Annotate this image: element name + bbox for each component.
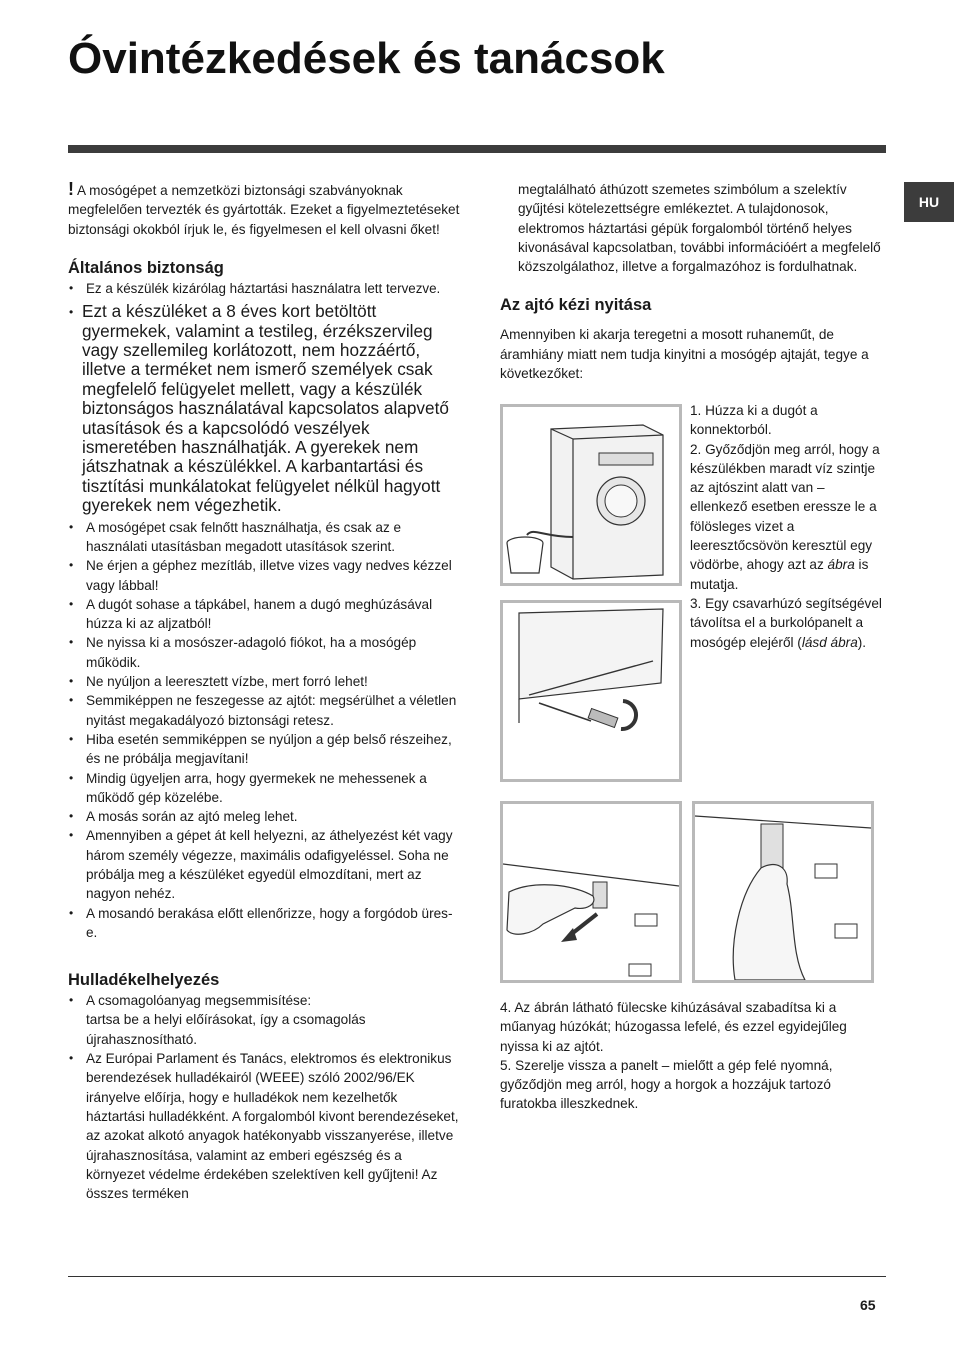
list-item: • A mosandó berakása előtt ellenőrizze, hogy a forgódob üres-e.	[68, 904, 460, 943]
footer-divider	[68, 1276, 886, 1277]
list-item: • Amennyiben a gépet át kell helyezni, az áthelyezést két vagy három személy végezze, maximális odafigyeléssel. Soha ne próbálja meg a készüléket egyedül elmozdítani, mert az nagyon nehéz.	[68, 826, 460, 903]
step-3: 3. Egy csavarhúzó segítségével távolítsa el a burkolópanelt a mosógép elejéről (lásd ábra).	[690, 595, 882, 650]
general-safety-heading: Általános biztonság	[68, 258, 224, 277]
disposal-list	[68, 991, 460, 1203]
figure-pull-tab	[500, 801, 682, 983]
step-2: 2. Győződjön meg arról, hogy a készülékben maradt víz szintje az ajtószint alatt van – ellenkező esetben eressze le a fölösleges vizet a leeresztőcsövön keresztül egy vödörbe, ahogy azt az ábra is mutatja.	[690, 441, 880, 592]
disposal-heading: Hulladékelhelyezés	[68, 971, 220, 990]
list-item: • Ne nyúljon a leeresztett vízbe, mert forró lehet!	[68, 672, 460, 691]
list-item: • Ez a készülék kizárólag háztartási használatra lett tervezve.	[68, 279, 460, 298]
list-item: • Ne nyissa ki a mosószer-adagoló fiókot, ha a mosógép működik.	[68, 633, 460, 672]
warning-mark: !	[68, 179, 74, 199]
list-item: • A mosógépet csak felnőtt használhatja, és csak az e használati utasításban megadott utasítások szerint.	[68, 518, 460, 557]
list-item: • Mindig ügyeljen arra, hogy gyermekek ne mehessenek a működő gép közelébe.	[68, 769, 460, 808]
title-divider	[68, 145, 886, 153]
list-item: • A mosás során az ajtó meleg lehet.	[68, 807, 460, 826]
list-item: • Az Európai Parlament és Tanács, elektromos és elektronikus berendezések hulladékairól (WEEE) szóló 2002/96/EK irányelve előírja, hogy e hulladékok nem kezelhetők háztartási hulladékként. A forgalomból kivont berendezéseket, az azokat alkotó anyagok hatékonyabb visszanyerése, illetve újrahasznosítása, valamint az emberi egészség és a környezet védelme érdekében szelektíven kell gyűjteni! Az összes terméken	[68, 1049, 460, 1203]
steps-4-5	[500, 998, 886, 1114]
disposal-item-text: tartsa be a helyi előírásokat, így a csomagolás újrahasznosítható.	[86, 1012, 366, 1047]
page-number: 65	[860, 1297, 876, 1313]
list-item: • Hiba esetén semmiképpen se nyúljon a gép belső részeihez, és ne próbálja megjavítani!	[68, 730, 460, 769]
intro-paragraph	[68, 180, 460, 239]
steps-1-3	[690, 401, 884, 652]
language-tab: HU	[904, 182, 954, 222]
page-title: Óvintézkedések és tanácsok	[68, 34, 665, 83]
general-safety-list	[68, 279, 460, 942]
step-5: 5. Szerelje vissza a panelt – mielőtt a gép felé nyomná, győződjön meg arról, hogy a horgok a hozzájuk tartozó furatokba illeszkednek.	[500, 1057, 833, 1112]
door-manual-heading: Az ajtó kézi nyitása	[500, 296, 652, 315]
disposal-continuation: megtalálható áthúzott szemetes szimbólum a szelektív gyűjtési kötelezettségre emlékeztet. A tulajdonosok, elektromos háztartási gépük forgalomból történő helyes kivonásával kapcsolatban, további információért a megfelelő közszolgálathoz, illetve a forgalmazóhoz is fordulhatnak.	[518, 182, 881, 275]
figure-hold-tab	[692, 801, 874, 983]
figure-drain-water	[500, 404, 682, 586]
list-item: • Ne érjen a géphez mezítláb, illetve vizes vagy nedves kézzel vagy lábbal!	[68, 556, 460, 595]
screwdriver-illustration	[503, 603, 679, 779]
intro-text: A mosógépet a nemzetközi biztonsági szabványoknak megfelelően tervezték és gyártották. Ezeket a figyelmeztetéseket biztonsági okokból írjuk le, és figyelmesen el kell olvasni őket!	[68, 183, 460, 237]
step-1: 1. Húzza ki a dugót a konnektorból.	[690, 403, 818, 438]
hand-pull-illustration	[503, 804, 679, 980]
step-4: 4. Az ábrán látható fülecske kihúzásával szabadítsa ki a műanyag húzókát; húzogassa lefelé, és ezzel egyidejűleg nyissa ki az ajtót.	[500, 1000, 847, 1054]
list-item: • Semmiképpen ne feszegesse az ajtót: megsérülhet a véletlen nyitást megakadályozó biztonsági retesz.	[68, 691, 460, 730]
figure-remove-panel	[500, 600, 682, 782]
list-item: • A dugót sohase a tápkábel, hanem a dugó meghúzásával húzza ki az aljzatból!	[68, 595, 460, 634]
list-item: • Ezt a készüléket a 8 éves kort betöltött gyermekek, valamint a testileg, érzékszervileg vagy szellemileg korlátozott, nem hozzáértő, illetve a terméket nem ismerő személyek csak megfelelő felügyelet mellett, vagy a készülék biztonságos használatával kapcsolatos alapvető utasítások és a kapcsolódó veszélyek ismeretében használhatják. A gyerekek nem játszhatnak a készülékkel. A karbantartási és tisztítási munkálatokat felügyelet nélkül hagyott gyerekek nem végezhetik.	[68, 302, 460, 515]
disposal-item-label: • A csomagolóanyag megsemmisítése:	[86, 993, 312, 1009]
left-column	[68, 180, 460, 1203]
hand-hold-illustration	[695, 804, 871, 980]
right-column	[500, 180, 886, 383]
list-item	[68, 991, 460, 1049]
door-manual-intro: Amennyiben ki akarja teregetni a mosott ruhaneműt, de áramhiány miatt nem tudja kinyitni a mosógép ajtaját, tegye a következőket:	[500, 327, 869, 382]
washing-machine-illustration	[503, 407, 679, 583]
